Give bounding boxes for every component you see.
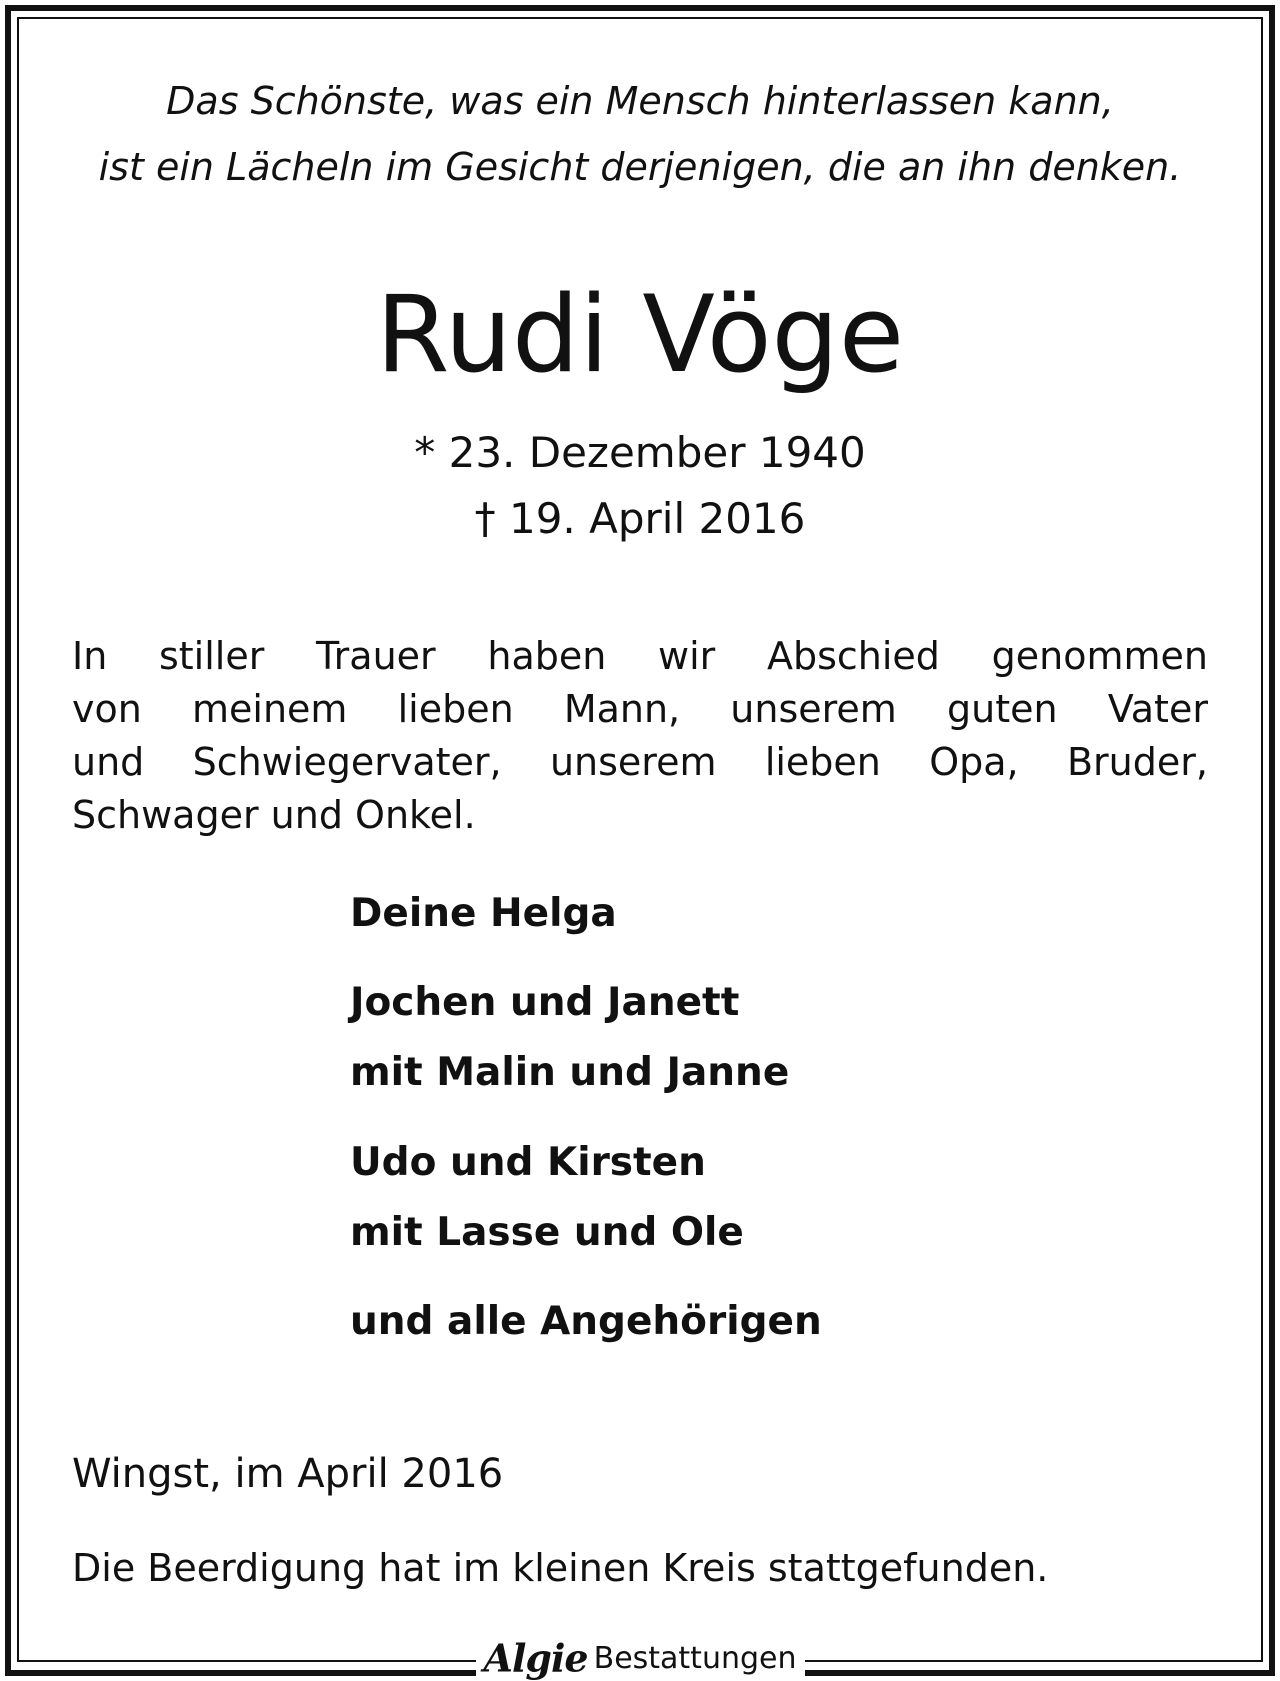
mourner-line: Jochen und Janett bbox=[350, 980, 740, 1025]
deceased-name: Rudi Vöge bbox=[375, 273, 905, 396]
word: meinem bbox=[191, 687, 348, 731]
mourner-line: mit Malin und Janne bbox=[350, 1050, 790, 1095]
word: unserem bbox=[549, 740, 717, 784]
mourning-text-line-3 bbox=[72, 736, 1208, 789]
place-and-date: Wingst, im April 2016 bbox=[72, 1451, 504, 1497]
word: unserem bbox=[730, 687, 897, 731]
word: lieben bbox=[397, 687, 514, 731]
footer-label bbox=[476, 1636, 805, 1681]
mourner-group bbox=[350, 880, 1210, 948]
life-dates bbox=[0, 420, 1280, 552]
word: Opa, bbox=[929, 740, 1019, 784]
quote-line-2: ist ein Lächeln im Gesicht derjenigen, die an ihn denken. bbox=[98, 145, 1182, 189]
mourner-group bbox=[350, 1128, 1210, 1268]
word: Abschied bbox=[766, 634, 940, 678]
quote-line-1: Das Schönste, was ein Mensch hinterlassen kann, bbox=[166, 79, 1114, 123]
mourner-line: mit Lasse und Ole bbox=[350, 1210, 744, 1255]
word: lieben bbox=[764, 740, 881, 784]
mourner-line: Deine Helga bbox=[350, 891, 617, 936]
word: wir bbox=[658, 634, 716, 678]
word: Vater bbox=[1107, 687, 1208, 731]
word: In bbox=[72, 634, 108, 678]
mourning-text-line-4: Schwager und Onkel. bbox=[72, 793, 476, 837]
word: Trauer bbox=[316, 634, 436, 678]
mourning-text-line-1 bbox=[72, 630, 1208, 683]
funeral-note: Die Beerdigung hat im kleinen Kreis stattgefunden. bbox=[72, 1546, 1049, 1590]
word: Mann, bbox=[563, 687, 681, 731]
word: stiller bbox=[158, 634, 265, 678]
word: guten bbox=[946, 687, 1058, 731]
funeral-home-logo: Algie bbox=[483, 1635, 588, 1681]
birth-date: * 23. Dezember 1940 bbox=[414, 428, 866, 477]
mourner-line: Udo und Kirsten bbox=[350, 1140, 706, 1185]
word: und bbox=[72, 740, 145, 784]
funeral-home-brand: Bestattungen bbox=[593, 1640, 797, 1676]
death-date: † 19. April 2016 bbox=[474, 494, 806, 543]
mourner-group bbox=[350, 1288, 1210, 1356]
memorial-quote bbox=[60, 68, 1220, 200]
mourning-text bbox=[72, 630, 1208, 842]
mourner-group bbox=[350, 968, 1210, 1108]
mourner-line: und alle Angehörigen bbox=[350, 1299, 822, 1344]
mourners-list bbox=[350, 880, 1210, 1376]
word: haben bbox=[487, 634, 607, 678]
footer-credit bbox=[0, 1636, 1280, 1680]
word: genommen bbox=[991, 634, 1208, 678]
word: von bbox=[72, 687, 142, 731]
word: Bruder, bbox=[1066, 740, 1208, 784]
mourning-text-line-2 bbox=[72, 683, 1208, 736]
word: Schwiegervater, bbox=[192, 740, 502, 784]
